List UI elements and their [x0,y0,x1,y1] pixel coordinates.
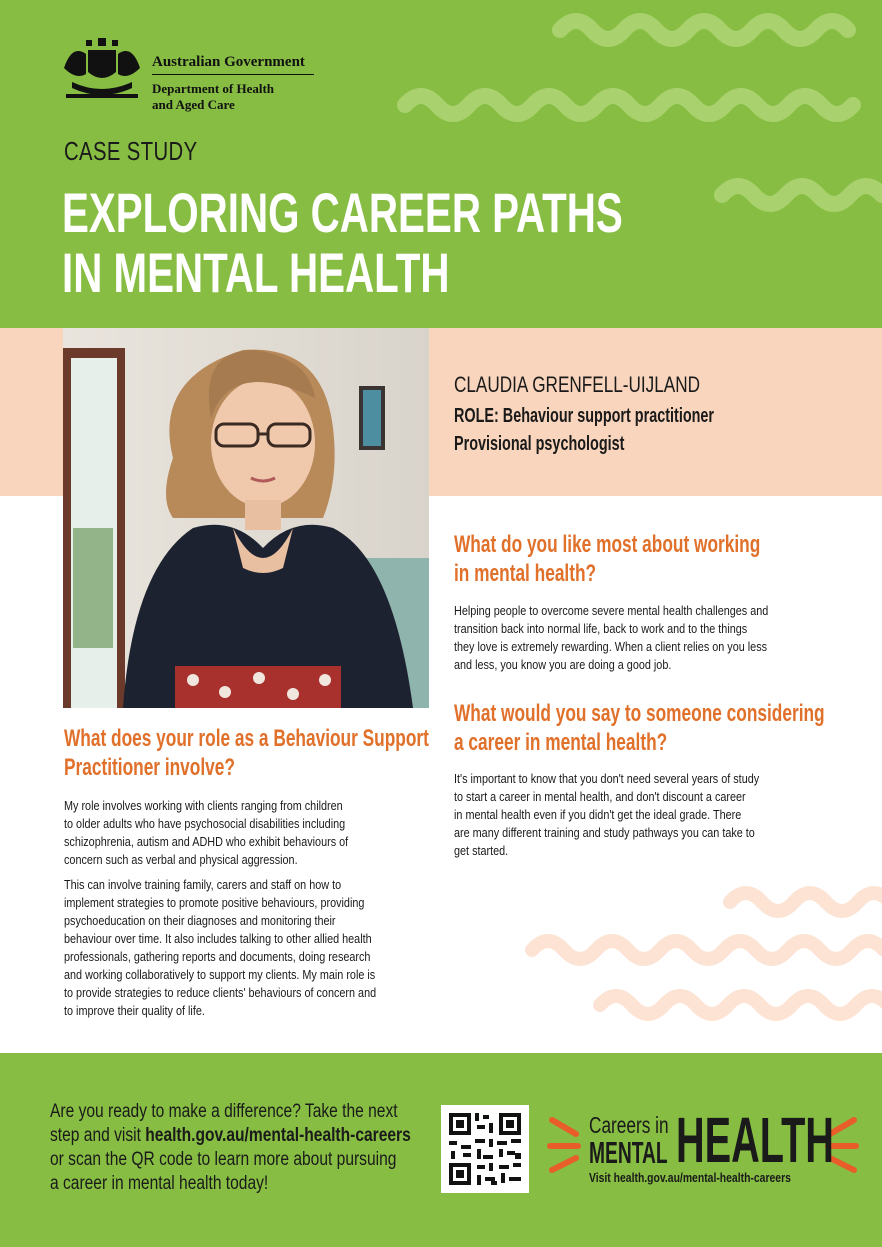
role-subtitle: Provisional psychologist [454,433,625,455]
paragraph-line: to older adults who have psychosocial disabilities including [64,817,346,831]
paragraph-line: schizophrenia, autism and ADHD who exhibit behaviours of [64,835,349,849]
paragraph-line: It's important to know that you don't need several years of study [454,772,760,786]
cta-line: or scan the QR code to learn more about pursuing [50,1149,397,1170]
paragraph-line: they love is extremely rewarding. When a client relies on you less [454,640,768,654]
paragraph-line: to start a career in mental health, and don't discount a career [454,790,746,804]
heading-line: What do you like most about working [454,531,761,558]
cta-line: Are you ready to make a difference? Take the next [50,1101,398,1122]
paragraph-line: and working collaboratively to support my clients. My main role is [64,968,376,982]
paragraph-line: to improve their quality of life. [64,1004,205,1018]
dept-name-line2: and Aged Care [152,97,235,112]
cta-line: a career in mental health today! [50,1173,269,1194]
heading-line: What would you say to someone considering [454,700,825,727]
role-description-para1 [64,797,348,869]
page-title-line1: EXPLORING CAREER PATHS [62,181,623,244]
kicker: CASE STUDY [64,136,198,166]
paragraph-line: are many different training and study pathways you can take to [454,826,755,840]
person-name: CLAUDIA GRENFELL-UIJLAND [454,372,701,397]
paragraph-line: professionals, gathering reports and documents, doing research [64,950,371,964]
paragraph-line: behaviour over time. It also includes talking to other allied health [64,932,372,946]
logo-url[interactable]: Visit health.gov.au/mental-health-careers [589,1170,791,1185]
portrait-photo [63,328,429,708]
paragraph-line: in mental health even if you didn't get the ideal grade. There [454,808,742,822]
paragraph-line: get started. [454,844,509,858]
heading-line: a career in mental health? [454,729,668,756]
coat-of-arms-icon [58,38,146,102]
paragraph-line: concern such as verbal and physical aggression. [64,853,298,867]
role-description-para2 [64,876,376,1020]
decorative-squiggles-peach [520,880,882,1040]
cta-line [50,1124,411,1148]
logo-health: HEALTH [676,1104,834,1176]
heading-line: What does your role as a Behaviour Support [64,725,429,752]
question-heading-advice [454,699,825,757]
paragraph-line: My role involves working with clients ranging from children [64,799,343,813]
divider [152,74,314,75]
logo-mental: MENTAL [589,1135,668,1170]
answer-likes [454,602,768,674]
question-heading-likes [454,530,760,588]
paragraph-line: This can involve training family, carers and staff on how to [64,878,342,892]
qr-code[interactable] [441,1105,529,1193]
call-to-action [50,1100,411,1196]
paragraph-line: psychoeducation on their diagnoses and monitoring their [64,914,336,928]
paragraph-line: to provide strategies to reduce clients' behaviours of concern and [64,986,377,1000]
paragraph-line: Helping people to overcome severe mental health challenges and [454,604,769,618]
careers-link[interactable]: health.gov.au/mental-health-careers [145,1125,411,1146]
paragraph-line: and less, you know you are doing a good job. [454,658,672,672]
heading-line: in mental health? [454,560,597,587]
answer-advice [454,770,759,860]
cta-text: step and visit [50,1125,146,1146]
logo-careers-in: Careers in [589,1112,669,1138]
radiating-lines-left-icon [546,1112,584,1176]
heading-line: Practitioner involve? [64,754,235,781]
dept-name-line1: Department of Health [152,81,275,96]
page-title-line2: IN MENTAL HEALTH [62,241,450,304]
paragraph-line: transition back into normal life, back to work and to the things [454,622,748,636]
gov-name: Australian Government [152,54,305,70]
question-heading-role [64,724,429,782]
paragraph-line: implement strategies to promote positive behaviours, providing [64,896,365,910]
role-title: ROLE: Behaviour support practitioner [454,405,715,427]
